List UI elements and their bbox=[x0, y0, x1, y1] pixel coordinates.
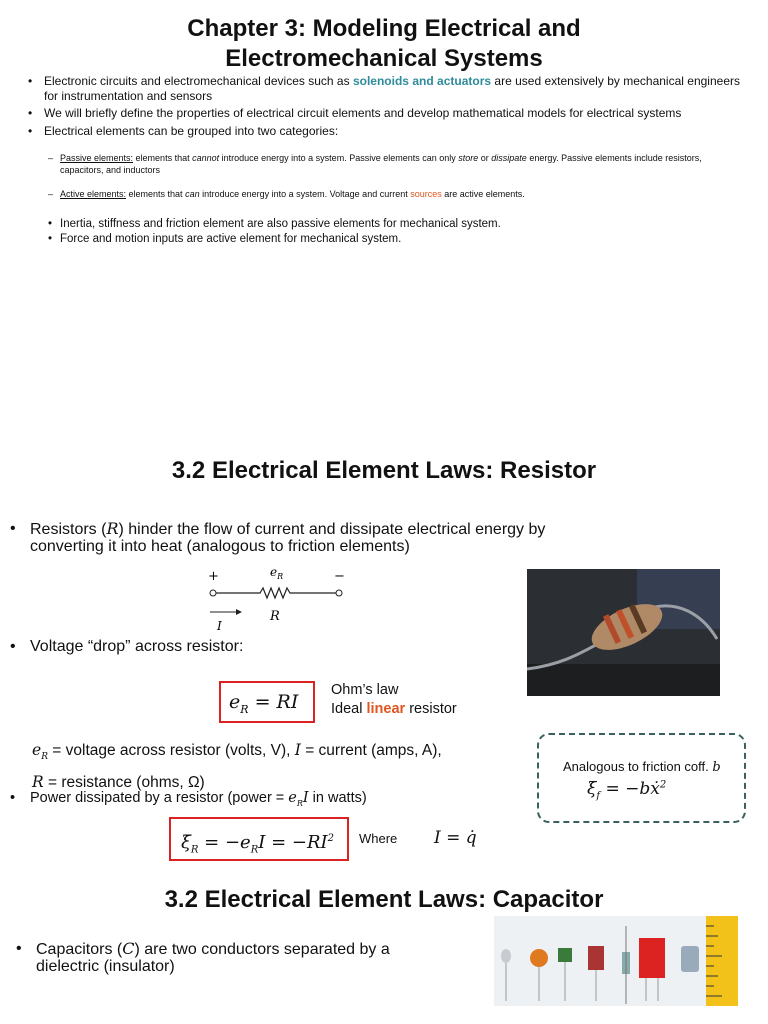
resistor-section-title: 3.2 Electrical Element Laws: Resistor bbox=[171, 457, 597, 484]
intro-bullet-2: • We will briefly define the properties of electrical circuit elements and develop mathematical models for electrical systems bbox=[28, 106, 740, 121]
intro-bullet-3: • Electrical elements can be grouped into two categories: bbox=[28, 124, 740, 139]
resistor-symbol-label: R bbox=[270, 609, 280, 624]
mechanical-bullets bbox=[48, 217, 501, 247]
capacitors-photo-image bbox=[494, 916, 738, 1006]
friction-analogy-label: Analogous to friction coff. b bbox=[563, 759, 721, 775]
ohms-law-equation-box bbox=[219, 681, 315, 723]
intro-bullet-list bbox=[28, 74, 740, 141]
current-arrowhead bbox=[236, 609, 242, 615]
voltage-label: $e_R$ bbox=[270, 565, 284, 581]
friction-power-equation: $\xi̇_f$ = −bẋ$^2$ bbox=[587, 779, 667, 802]
mech-bullet-1: • Inertia, stiffness and friction element are also passive elements for mechanical system. bbox=[48, 217, 501, 232]
resistor-bullet-3: • Power dissipated by a resistor (power = $e_RI$ in watts) bbox=[10, 790, 367, 812]
ohms-law-equation: $e_R$ = RI bbox=[229, 691, 299, 716]
resistor-photo bbox=[527, 569, 720, 696]
resistor-zigzag bbox=[216, 588, 336, 598]
ohms-law-caption: Ohm’s law Ideal linear resistor bbox=[331, 682, 457, 717]
intro-bullet-1: • Electronic circuits and electromechanical devices such as solenoids and actuators are used extensively by mechanical engineers for instrumentation and sensors bbox=[28, 74, 740, 103]
resistor-bullet-1: • Resistors (R) hinder the flow of current and dissipate electrical energy by converting it into heat (analogous to friction elements) bbox=[10, 520, 590, 555]
resistor-definitions: $e_R$ = voltage across resistor (volts, V), I = current (amps, A), R = resistance (ohms, Ω) bbox=[32, 741, 442, 792]
power-equation: $\xi̇_R = -e_RI = -RI^2$ bbox=[181, 832, 335, 856]
resistor-bullet-2: • Voltage “drop” across resistor: bbox=[10, 638, 243, 655]
left-terminal bbox=[210, 590, 216, 596]
capacitor-section-title: 3.2 Electrical Element Laws: Capacitor bbox=[164, 886, 604, 913]
minus-terminal-label: − bbox=[334, 569, 345, 584]
resistor-photo-image bbox=[527, 569, 720, 696]
current-definition-equation: I = q̇ bbox=[434, 828, 477, 848]
where-label: Where bbox=[359, 831, 398, 846]
mech-bullet-2: • Force and motion inputs are active element for mechanical system. bbox=[48, 232, 501, 247]
current-label: I bbox=[217, 619, 222, 633]
resistor-circuit-diagram bbox=[200, 562, 360, 634]
capacitors-photo bbox=[494, 916, 738, 1006]
plus-terminal-label: + bbox=[208, 569, 219, 584]
passive-elements-item: – Passive elements: elements that cannot introduce energy into a system. Passive elements can only store or dissipate energy. Passive elements include resistors, capacitors, and inductors bbox=[48, 153, 702, 175]
friction-analogy-box bbox=[537, 733, 746, 823]
active-elements-item: – Active elements: elements that can introduce energy into a system. Voltage and current sources are active elements. bbox=[48, 189, 525, 199]
capacitor-bullet-1: • Capacitors (C) are two conductors separated by a dielectric (insulator) bbox=[16, 940, 496, 975]
power-equation-box bbox=[169, 817, 349, 861]
chapter-title: Chapter 3: Modeling Electrical and Electromechanical Systems bbox=[187, 15, 581, 72]
right-terminal bbox=[336, 590, 342, 596]
